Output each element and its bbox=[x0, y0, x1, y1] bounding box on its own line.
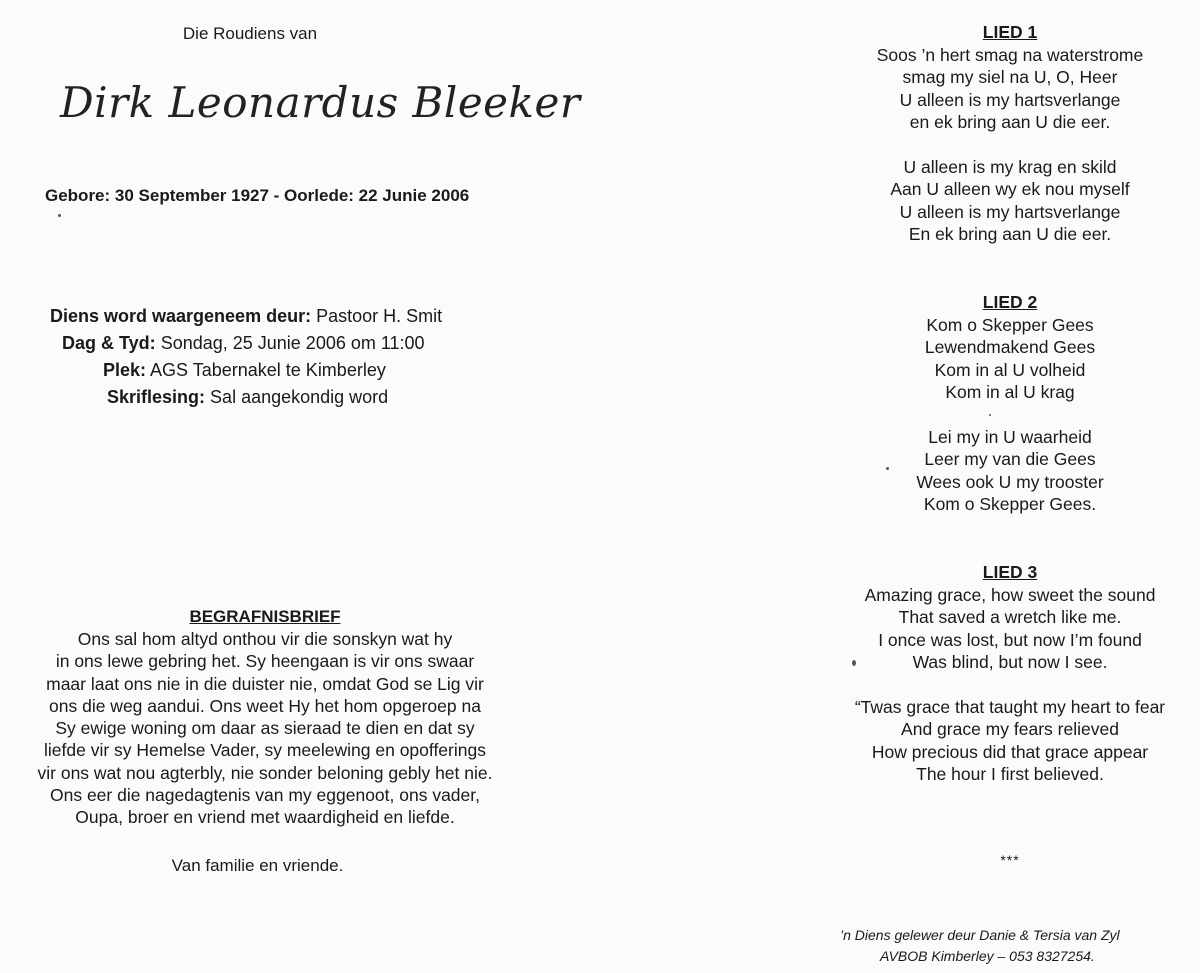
life-dates: Gebore: 30 September 1927 - Oorlede: 22 Junie 2006 bbox=[45, 186, 470, 205]
service-datetime-label: Dag & Tyd: bbox=[62, 333, 156, 353]
service-location-row bbox=[103, 360, 386, 381]
letter-line: Ons eer die nagedagtenis van my eggenoot, ons vader, bbox=[49, 785, 480, 806]
song-line: En ek bring aan U die eer. bbox=[908, 224, 1112, 244]
song-1 bbox=[820, 21, 1200, 246]
song-line: Kom o Skepper Gees bbox=[926, 314, 1094, 335]
song-line: And grace my fears relieved bbox=[901, 719, 1119, 739]
letter-line: maar laat ons nie in die duister nie, omdat God se Lig vir bbox=[46, 673, 484, 694]
song-line: Aan U alleen wy ek nou myself bbox=[890, 179, 1130, 199]
song-line: How precious did that grace appear bbox=[871, 741, 1149, 762]
letter-line: Ons sal hom altyd onthou vir die sonskyn wat hy bbox=[77, 629, 453, 649]
letter-line: liefde vir sy Hemelse Vader, sy meelewing en opofferings bbox=[44, 740, 486, 761]
song-2 bbox=[820, 291, 1200, 516]
scan-speck bbox=[989, 414, 991, 416]
song-line: Kom o Skepper Gees. bbox=[923, 494, 1097, 514]
deceased-name: Dirk Leonardus Bleeker bbox=[60, 78, 581, 127]
letter-line: Oupa, broer en vriend met waardigheid en liefde. bbox=[75, 807, 455, 828]
song-title: LIED 1 bbox=[982, 22, 1038, 42]
scan-speck bbox=[852, 660, 856, 666]
song-line: smag my siel na U, O, Heer bbox=[902, 67, 1118, 87]
service-reading-label: Skriflesing: bbox=[107, 387, 206, 407]
song-line: U alleen is my hartsverlange bbox=[899, 89, 1121, 110]
service-location-label: Plek: bbox=[103, 360, 147, 380]
letter-line: ons die weg aandui. Ons weet Hy het hom opgeroep na bbox=[49, 695, 481, 716]
song-stanza bbox=[820, 584, 1200, 674]
song-line: The hour I first believed. bbox=[916, 764, 1104, 784]
letter-line: in ons lewe gebring het. Sy heengaan is vir ons swaar bbox=[55, 651, 475, 672]
song-line: “Twas grace that taught my heart to fear bbox=[854, 696, 1166, 717]
service-datetime-row bbox=[62, 333, 425, 354]
scan-speck bbox=[58, 214, 61, 217]
credit-line-1: ’n Diens gelewer deur Danie & Tersia van Zyl bbox=[840, 927, 1120, 943]
song-stanza bbox=[820, 426, 1200, 516]
credit-line-2: AVBOB Kimberley – 053 8327254. bbox=[880, 948, 1095, 964]
song-stanza bbox=[820, 156, 1200, 246]
song-line: U alleen is my hartsverlange bbox=[899, 201, 1121, 222]
song-line: Amazing grace, how sweet the sound bbox=[864, 584, 1156, 605]
song-line: en ek bring aan U die eer. bbox=[909, 112, 1111, 132]
song-line: Wees ook U my trooster bbox=[916, 471, 1104, 492]
service-datetime-value: Sondag, 25 Junie 2006 om 11:00 bbox=[160, 333, 425, 353]
service-reading-row bbox=[107, 387, 388, 408]
song-stanza bbox=[820, 44, 1200, 134]
scan-speck bbox=[886, 467, 889, 470]
letter-signoff: Van familie en vriende. bbox=[171, 856, 344, 875]
song-line: Kom in al U volheid bbox=[934, 359, 1086, 380]
song-line: Kom in al U krag bbox=[945, 382, 1075, 402]
funeral-credit bbox=[840, 925, 1180, 967]
song-stanza bbox=[820, 696, 1200, 786]
song-line: I once was lost, but now I’m found bbox=[878, 629, 1142, 650]
song-line: Lewendmakend Gees bbox=[924, 337, 1096, 357]
divider-stars: *** bbox=[1000, 852, 1020, 868]
song-line: That saved a wretch like me. bbox=[898, 607, 1122, 627]
letter-title: BEGRAFNISBRIEF bbox=[189, 607, 341, 626]
service-officiant-label: Diens word waargeneem deur: bbox=[50, 306, 312, 326]
song-title: LIED 2 bbox=[982, 292, 1038, 312]
letter-line: Sy ewige woning om daar as sieraad te dien en dat sy bbox=[55, 718, 475, 739]
song-line: U alleen is my krag en skild bbox=[903, 156, 1117, 177]
intro-text: Die Roudiens van bbox=[182, 24, 318, 43]
song-line: Soos ’n hert smag na waterstrome bbox=[876, 44, 1144, 65]
song-line: Leer my van die Gees bbox=[924, 449, 1096, 469]
letter-line: vir ons wat nou agterbly, nie sonder beloning gebly het nie. bbox=[37, 762, 493, 783]
song-title: LIED 3 bbox=[982, 562, 1038, 582]
service-location-value: AGS Tabernakel te Kimberley bbox=[150, 360, 386, 380]
service-officiant-row bbox=[50, 306, 442, 327]
letter-body bbox=[0, 628, 530, 829]
song-stanza bbox=[820, 314, 1200, 404]
service-officiant-value: Pastoor H. Smit bbox=[316, 306, 443, 326]
song-line: Lei my in U waarheid bbox=[928, 426, 1092, 447]
song-line: Was blind, but now I see. bbox=[912, 652, 1108, 672]
song-3 bbox=[820, 561, 1200, 786]
service-reading-value: Sal aangekondig word bbox=[210, 387, 389, 407]
